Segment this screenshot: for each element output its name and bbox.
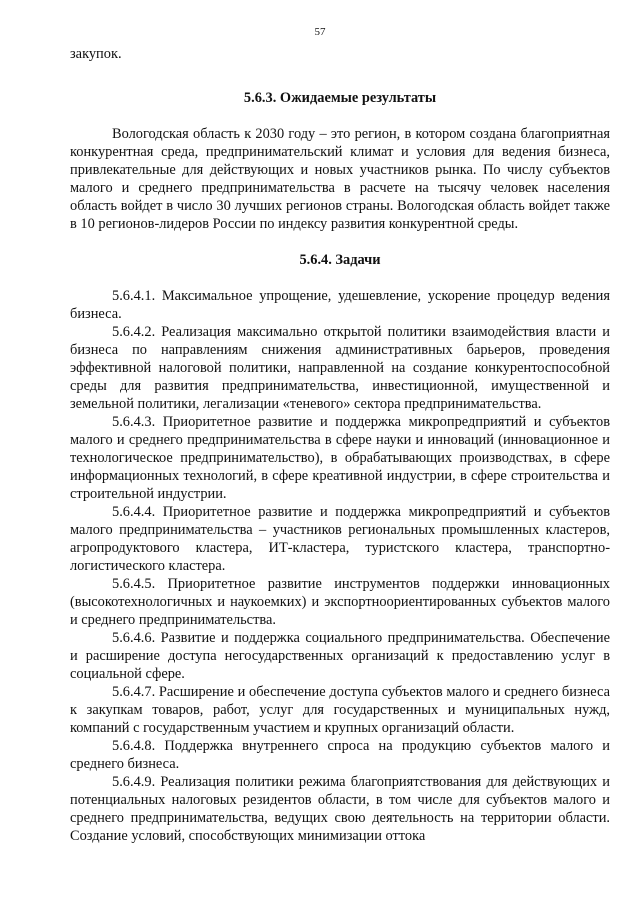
task-item: 5.6.4.3. Приоритетное развитие и поддержка микропредприятий и субъектов малого и среднего предпринимательства в сфере науки и инноваций (инновационное и технологическое предпринимательство), в обрабатывающих производствах, в сфере информационных технологий, в сфере креативной индустрии, в сфере строительства и строительной индустрии. (70, 414, 610, 502)
document-body (70, 45, 610, 845)
section-heading-5-6-4: 5.6.4. Задачи (299, 252, 381, 268)
page-number: 57 (314, 26, 326, 38)
task-item: 5.6.4.8. Поддержка внутреннего спроса на продукцию субъектов малого и среднего бизнеса. (70, 738, 610, 772)
section-heading-5-6-3: 5.6.3. Ожидаемые результаты (243, 90, 437, 106)
task-item: 5.6.4.2. Реализация максимально открытой политики взаимодействия власти и бизнеса по направлениям снижения административных барьеров, проведения эффективной налоговой политики, направленной на создание конкурентоспособной среды для развития предпринимательства, инвестиционной, имущественной и земельной политики, легализации «теневого» сектора предпринимательства. (70, 324, 610, 412)
task-item: 5.6.4.9. Реализация политики режима благоприятствования для действующих и потенциальных налоговых резидентов области, в том числе для субъектов малого и среднего предпринимательства, ведущих свою деятельность на территории области. Создание условий, способствующих минимизации оттока (70, 774, 610, 844)
continuation-text: закупок. (70, 46, 122, 62)
task-item: 5.6.4.6. Развитие и поддержка социального предпринимательства. Обеспечение и расширение доступа негосударственных организаций к предоставлению услуг в социальной сфере. (70, 630, 610, 682)
task-item: 5.6.4.4. Приоритетное развитие и поддержка микропредприятий и субъектов малого предпринимательства – участников региональных промышленных кластеров, агропродуктового кластера, ИТ-кластера, туристского кластера, транспортно-логистического кластера. (70, 504, 610, 574)
expected-results-paragraph: Вологодская область к 2030 году – это регион, в котором создана благоприятная конкурентная среда, предпринимательский климат и условия для ведения бизнеса, привлекательные для действующих и новых участников рынка. По числу субъектов малого и среднего предпринимательства в расчете на тысячу человек населения область войдет в число 30 лучших регионов страны. Вологодская область войдет также в 10 регионов-лидеров России по индексу развития конкурентной среды. (70, 126, 610, 232)
task-item: 5.6.4.5. Приоритетное развитие инструментов поддержки инновационных (высокотехнологичных и наукоемких) и экспортноориентированных субъектов малого и среднего предпринимательства. (70, 576, 610, 628)
task-item: 5.6.4.7. Расширение и обеспечение доступа субъектов малого и среднего бизнеса к закупкам товаров, работ, услуг для государственных и муниципальных нужд, компаний с государственным участием и крупных организаций области. (70, 684, 610, 736)
task-item: 5.6.4.1. Максимальное упрощение, удешевление, ускорение процедур ведения бизнеса. (70, 288, 610, 322)
